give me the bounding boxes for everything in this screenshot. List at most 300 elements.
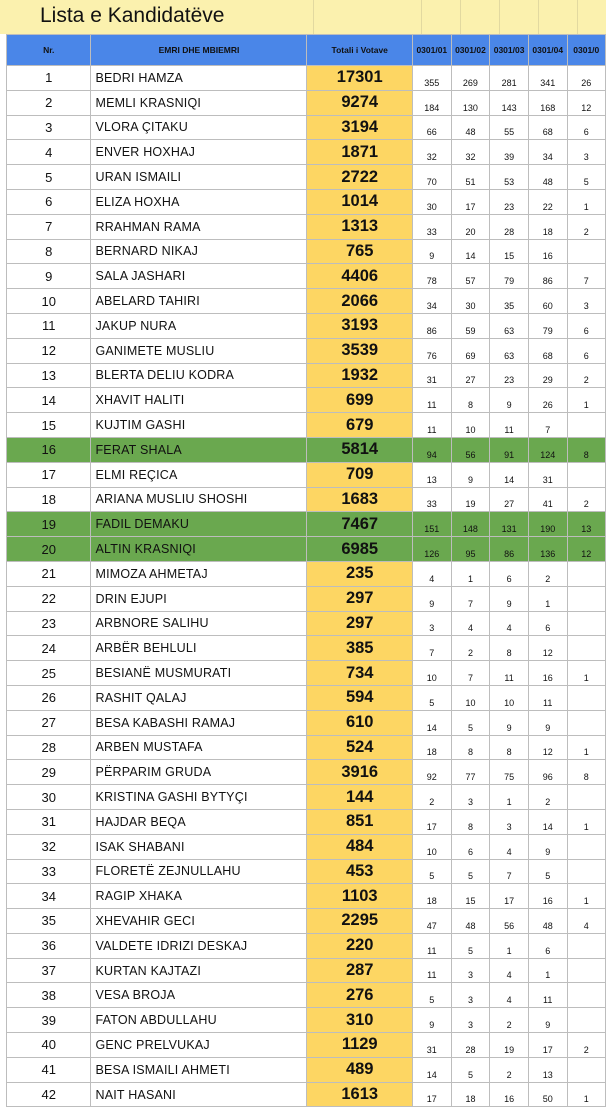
- candidate-name[interactable]: URAN ISMAILI: [91, 165, 307, 190]
- header-station[interactable]: 0301/01: [412, 35, 451, 66]
- total-votes[interactable]: 484: [307, 834, 413, 859]
- row-number[interactable]: 5: [7, 165, 91, 190]
- station-votes[interactable]: 7: [490, 859, 529, 884]
- candidate-name[interactable]: ENVER HOXHAJ: [91, 140, 307, 165]
- station-votes[interactable]: 17: [412, 809, 451, 834]
- row-number[interactable]: 31: [7, 809, 91, 834]
- candidate-name[interactable]: ISAK SHABANI: [91, 834, 307, 859]
- station-votes[interactable]: 91: [490, 437, 529, 462]
- station-votes[interactable]: 57: [451, 264, 490, 289]
- station-votes[interactable]: [567, 561, 605, 586]
- station-votes[interactable]: 341: [528, 66, 567, 91]
- station-votes[interactable]: 9: [528, 710, 567, 735]
- station-votes[interactable]: 1: [567, 884, 605, 909]
- station-votes[interactable]: 27: [490, 487, 529, 512]
- station-votes[interactable]: 5: [412, 859, 451, 884]
- station-votes[interactable]: 77: [451, 760, 490, 785]
- station-votes[interactable]: 5: [567, 165, 605, 190]
- station-votes[interactable]: 56: [451, 437, 490, 462]
- row-number[interactable]: 42: [7, 1082, 91, 1107]
- row-number[interactable]: 4: [7, 140, 91, 165]
- row-number[interactable]: 25: [7, 661, 91, 686]
- station-votes[interactable]: 11: [528, 983, 567, 1008]
- row-number[interactable]: 14: [7, 388, 91, 413]
- row-number[interactable]: 22: [7, 586, 91, 611]
- station-votes[interactable]: 63: [490, 313, 529, 338]
- station-votes[interactable]: 5: [412, 685, 451, 710]
- candidate-name[interactable]: BESA KABASHI RAMAJ: [91, 710, 307, 735]
- station-votes[interactable]: 10: [451, 413, 490, 438]
- row-number[interactable]: 34: [7, 884, 91, 909]
- station-votes[interactable]: 9: [490, 710, 529, 735]
- station-votes[interactable]: [567, 239, 605, 264]
- row-number[interactable]: 32: [7, 834, 91, 859]
- row-number[interactable]: 1: [7, 66, 91, 91]
- station-votes[interactable]: 51: [451, 165, 490, 190]
- station-votes[interactable]: 14: [490, 462, 529, 487]
- station-votes[interactable]: 11: [412, 958, 451, 983]
- station-votes[interactable]: 48: [451, 115, 490, 140]
- station-votes[interactable]: 95: [451, 537, 490, 562]
- station-votes[interactable]: 19: [451, 487, 490, 512]
- row-number[interactable]: 26: [7, 685, 91, 710]
- station-votes[interactable]: 136: [528, 537, 567, 562]
- station-votes[interactable]: 66: [412, 115, 451, 140]
- row-number[interactable]: 13: [7, 363, 91, 388]
- station-votes[interactable]: 13: [412, 462, 451, 487]
- station-votes[interactable]: 131: [490, 512, 529, 537]
- station-votes[interactable]: 7: [451, 586, 490, 611]
- station-votes[interactable]: 3: [451, 1008, 490, 1033]
- station-votes[interactable]: 6: [490, 561, 529, 586]
- candidate-name[interactable]: BEDRI HAMZA: [91, 66, 307, 91]
- station-votes[interactable]: 10: [412, 661, 451, 686]
- candidate-name[interactable]: ELIZA HOXHA: [91, 189, 307, 214]
- total-votes[interactable]: 851: [307, 809, 413, 834]
- candidate-name[interactable]: RRAHMAN RAMA: [91, 214, 307, 239]
- station-votes[interactable]: 7: [412, 636, 451, 661]
- header-nr[interactable]: Nr.: [7, 35, 91, 66]
- station-votes[interactable]: 1: [528, 586, 567, 611]
- station-votes[interactable]: 1: [567, 189, 605, 214]
- total-votes[interactable]: 297: [307, 611, 413, 636]
- row-number[interactable]: 6: [7, 189, 91, 214]
- station-votes[interactable]: 9: [412, 1008, 451, 1033]
- station-votes[interactable]: 4: [490, 611, 529, 636]
- station-votes[interactable]: 18: [412, 884, 451, 909]
- row-number[interactable]: 27: [7, 710, 91, 735]
- station-votes[interactable]: 8: [567, 760, 605, 785]
- candidate-name[interactable]: VESA BROJA: [91, 983, 307, 1008]
- station-votes[interactable]: 281: [490, 66, 529, 91]
- station-votes[interactable]: 11: [412, 413, 451, 438]
- station-votes[interactable]: 23: [490, 363, 529, 388]
- station-votes[interactable]: 53: [490, 165, 529, 190]
- candidate-name[interactable]: FLORETË ZEJNULLAHU: [91, 859, 307, 884]
- station-votes[interactable]: 14: [412, 710, 451, 735]
- station-votes[interactable]: 86: [490, 537, 529, 562]
- station-votes[interactable]: 56: [490, 909, 529, 934]
- station-votes[interactable]: 9: [412, 239, 451, 264]
- candidate-name[interactable]: FATON ABDULLAHU: [91, 1008, 307, 1033]
- total-votes[interactable]: 297: [307, 586, 413, 611]
- total-votes[interactable]: 1932: [307, 363, 413, 388]
- candidate-name[interactable]: FERAT SHALA: [91, 437, 307, 462]
- candidate-name[interactable]: HAJDAR BEQA: [91, 809, 307, 834]
- candidate-name[interactable]: BERNARD NIKAJ: [91, 239, 307, 264]
- station-votes[interactable]: 32: [451, 140, 490, 165]
- header-total[interactable]: Totali i Votave: [307, 35, 413, 66]
- total-votes[interactable]: 1871: [307, 140, 413, 165]
- station-votes[interactable]: 130: [451, 90, 490, 115]
- station-votes[interactable]: [567, 1008, 605, 1033]
- title-row[interactable]: [0, 0, 606, 34]
- total-votes[interactable]: 6985: [307, 537, 413, 562]
- station-votes[interactable]: 60: [528, 289, 567, 314]
- station-votes[interactable]: 39: [490, 140, 529, 165]
- station-votes[interactable]: 11: [412, 933, 451, 958]
- row-number[interactable]: 18: [7, 487, 91, 512]
- candidate-name[interactable]: BESA ISMAILI AHMETI: [91, 1057, 307, 1082]
- total-votes[interactable]: 489: [307, 1057, 413, 1082]
- station-votes[interactable]: 11: [490, 661, 529, 686]
- station-votes[interactable]: 16: [528, 239, 567, 264]
- station-votes[interactable]: 5: [412, 983, 451, 1008]
- station-votes[interactable]: 11: [490, 413, 529, 438]
- station-votes[interactable]: 10: [451, 685, 490, 710]
- row-number[interactable]: 39: [7, 1008, 91, 1033]
- total-votes[interactable]: 524: [307, 735, 413, 760]
- total-votes[interactable]: 2722: [307, 165, 413, 190]
- station-votes[interactable]: 47: [412, 909, 451, 934]
- station-votes[interactable]: 10: [490, 685, 529, 710]
- total-votes[interactable]: 1103: [307, 884, 413, 909]
- station-votes[interactable]: 15: [490, 239, 529, 264]
- station-votes[interactable]: [567, 1057, 605, 1082]
- station-votes[interactable]: [567, 933, 605, 958]
- total-votes[interactable]: 1129: [307, 1033, 413, 1058]
- station-votes[interactable]: 1: [567, 735, 605, 760]
- station-votes[interactable]: 12: [567, 90, 605, 115]
- row-number[interactable]: 33: [7, 859, 91, 884]
- station-votes[interactable]: 50: [528, 1082, 567, 1107]
- total-votes[interactable]: 594: [307, 685, 413, 710]
- station-votes[interactable]: 8: [567, 437, 605, 462]
- station-votes[interactable]: 2: [528, 785, 567, 810]
- header-name[interactable]: EMRI DHE MBIEMRI: [91, 35, 307, 66]
- row-number[interactable]: 29: [7, 760, 91, 785]
- station-votes[interactable]: 14: [528, 809, 567, 834]
- station-votes[interactable]: 19: [490, 1033, 529, 1058]
- row-number[interactable]: 11: [7, 313, 91, 338]
- station-votes[interactable]: 31: [412, 1033, 451, 1058]
- candidate-name[interactable]: ARBEN MUSTAFA: [91, 735, 307, 760]
- station-votes[interactable]: 94: [412, 437, 451, 462]
- station-votes[interactable]: 6: [567, 338, 605, 363]
- station-votes[interactable]: 7: [451, 661, 490, 686]
- station-votes[interactable]: 9: [528, 1008, 567, 1033]
- station-votes[interactable]: 6: [567, 115, 605, 140]
- station-votes[interactable]: 9: [490, 388, 529, 413]
- total-votes[interactable]: 3194: [307, 115, 413, 140]
- station-votes[interactable]: 13: [528, 1057, 567, 1082]
- station-votes[interactable]: 23: [490, 189, 529, 214]
- total-votes[interactable]: 2295: [307, 909, 413, 934]
- row-number[interactable]: 30: [7, 785, 91, 810]
- total-votes[interactable]: 709: [307, 462, 413, 487]
- header-station[interactable]: 0301/04: [528, 35, 567, 66]
- total-votes[interactable]: 1683: [307, 487, 413, 512]
- total-votes[interactable]: 276: [307, 983, 413, 1008]
- candidate-name[interactable]: RAGIP XHAKA: [91, 884, 307, 909]
- station-votes[interactable]: 48: [451, 909, 490, 934]
- station-votes[interactable]: 11: [528, 685, 567, 710]
- row-number[interactable]: 8: [7, 239, 91, 264]
- total-votes[interactable]: 5814: [307, 437, 413, 462]
- station-votes[interactable]: [567, 636, 605, 661]
- row-number[interactable]: 3: [7, 115, 91, 140]
- candidate-name[interactable]: NAIT HASANI: [91, 1082, 307, 1107]
- station-votes[interactable]: 79: [528, 313, 567, 338]
- station-votes[interactable]: 1: [490, 785, 529, 810]
- station-votes[interactable]: 2: [567, 214, 605, 239]
- station-votes[interactable]: 1: [451, 561, 490, 586]
- total-votes[interactable]: 2066: [307, 289, 413, 314]
- station-votes[interactable]: 7: [528, 413, 567, 438]
- station-votes[interactable]: 76: [412, 338, 451, 363]
- station-votes[interactable]: [567, 710, 605, 735]
- station-votes[interactable]: 5: [451, 710, 490, 735]
- candidate-name[interactable]: DRIN EJUPI: [91, 586, 307, 611]
- station-votes[interactable]: 3: [451, 983, 490, 1008]
- row-number[interactable]: 23: [7, 611, 91, 636]
- row-number[interactable]: 17: [7, 462, 91, 487]
- row-number[interactable]: 16: [7, 437, 91, 462]
- station-votes[interactable]: 28: [490, 214, 529, 239]
- candidate-name[interactable]: ARBËR BEHLULI: [91, 636, 307, 661]
- row-number[interactable]: 19: [7, 512, 91, 537]
- candidate-name[interactable]: XHEVAHIR GECI: [91, 909, 307, 934]
- station-votes[interactable]: 69: [451, 338, 490, 363]
- station-votes[interactable]: 16: [528, 661, 567, 686]
- station-votes[interactable]: 1: [490, 933, 529, 958]
- station-votes[interactable]: 8: [451, 388, 490, 413]
- station-votes[interactable]: 1: [567, 809, 605, 834]
- candidate-name[interactable]: ARIANA MUSLIU SHOSHI: [91, 487, 307, 512]
- station-votes[interactable]: 31: [412, 363, 451, 388]
- station-votes[interactable]: 33: [412, 487, 451, 512]
- station-votes[interactable]: 12: [567, 537, 605, 562]
- station-votes[interactable]: 124: [528, 437, 567, 462]
- row-number[interactable]: 10: [7, 289, 91, 314]
- station-votes[interactable]: 17: [490, 884, 529, 909]
- station-votes[interactable]: 2: [567, 1033, 605, 1058]
- candidate-name[interactable]: MEMLI KRASNIQI: [91, 90, 307, 115]
- station-votes[interactable]: [567, 462, 605, 487]
- row-number[interactable]: 37: [7, 958, 91, 983]
- station-votes[interactable]: 3: [567, 140, 605, 165]
- station-votes[interactable]: 34: [528, 140, 567, 165]
- station-votes[interactable]: 143: [490, 90, 529, 115]
- total-votes[interactable]: 1014: [307, 189, 413, 214]
- row-number[interactable]: 35: [7, 909, 91, 934]
- candidate-name[interactable]: JAKUP NURA: [91, 313, 307, 338]
- station-votes[interactable]: 30: [451, 289, 490, 314]
- row-number[interactable]: 24: [7, 636, 91, 661]
- station-votes[interactable]: 190: [528, 512, 567, 537]
- station-votes[interactable]: 30: [412, 189, 451, 214]
- header-station[interactable]: 0301/02: [451, 35, 490, 66]
- station-votes[interactable]: [567, 958, 605, 983]
- station-votes[interactable]: 148: [451, 512, 490, 537]
- candidate-name[interactable]: XHAVIT HALITI: [91, 388, 307, 413]
- station-votes[interactable]: 2: [451, 636, 490, 661]
- station-votes[interactable]: 18: [412, 735, 451, 760]
- header-station[interactable]: 0301/0: [567, 35, 605, 66]
- candidate-name[interactable]: ABELARD TAHIRI: [91, 289, 307, 314]
- candidate-name[interactable]: ALTIN KRASNIQI: [91, 537, 307, 562]
- candidate-name[interactable]: BESIANË MUSMURATI: [91, 661, 307, 686]
- total-votes[interactable]: 4406: [307, 264, 413, 289]
- total-votes[interactable]: 699: [307, 388, 413, 413]
- station-votes[interactable]: 17: [528, 1033, 567, 1058]
- total-votes[interactable]: 3916: [307, 760, 413, 785]
- candidate-name[interactable]: PËRPARIM GRUDA: [91, 760, 307, 785]
- station-votes[interactable]: 9: [451, 462, 490, 487]
- station-votes[interactable]: 1: [567, 388, 605, 413]
- row-number[interactable]: 21: [7, 561, 91, 586]
- total-votes[interactable]: 310: [307, 1008, 413, 1033]
- station-votes[interactable]: 92: [412, 760, 451, 785]
- total-votes[interactable]: 7467: [307, 512, 413, 537]
- station-votes[interactable]: 184: [412, 90, 451, 115]
- station-votes[interactable]: 63: [490, 338, 529, 363]
- station-votes[interactable]: 8: [490, 636, 529, 661]
- station-votes[interactable]: 26: [567, 66, 605, 91]
- station-votes[interactable]: 2: [567, 487, 605, 512]
- station-votes[interactable]: 151: [412, 512, 451, 537]
- station-votes[interactable]: 4: [490, 834, 529, 859]
- station-votes[interactable]: 2: [490, 1008, 529, 1033]
- station-votes[interactable]: [567, 413, 605, 438]
- total-votes[interactable]: 220: [307, 933, 413, 958]
- total-votes[interactable]: 679: [307, 413, 413, 438]
- station-votes[interactable]: [567, 834, 605, 859]
- row-number[interactable]: 2: [7, 90, 91, 115]
- total-votes[interactable]: 17301: [307, 66, 413, 91]
- station-votes[interactable]: 12: [528, 636, 567, 661]
- station-votes[interactable]: 22: [528, 189, 567, 214]
- row-number[interactable]: 41: [7, 1057, 91, 1082]
- station-votes[interactable]: 7: [567, 264, 605, 289]
- candidate-name[interactable]: KRISTINA GASHI BYTYÇI: [91, 785, 307, 810]
- station-votes[interactable]: 79: [490, 264, 529, 289]
- total-votes[interactable]: 287: [307, 958, 413, 983]
- station-votes[interactable]: 6: [528, 611, 567, 636]
- station-votes[interactable]: 59: [451, 313, 490, 338]
- total-votes[interactable]: 3193: [307, 313, 413, 338]
- station-votes[interactable]: 15: [451, 884, 490, 909]
- station-votes[interactable]: 32: [412, 140, 451, 165]
- station-votes[interactable]: 168: [528, 90, 567, 115]
- station-votes[interactable]: [567, 859, 605, 884]
- station-votes[interactable]: 8: [451, 809, 490, 834]
- total-votes[interactable]: 235: [307, 561, 413, 586]
- station-votes[interactable]: 18: [528, 214, 567, 239]
- station-votes[interactable]: 5: [528, 859, 567, 884]
- station-votes[interactable]: 3: [567, 289, 605, 314]
- row-number[interactable]: 20: [7, 537, 91, 562]
- station-votes[interactable]: 12: [528, 735, 567, 760]
- station-votes[interactable]: 14: [412, 1057, 451, 1082]
- station-votes[interactable]: 28: [451, 1033, 490, 1058]
- station-votes[interactable]: 1: [567, 1082, 605, 1107]
- station-votes[interactable]: [567, 586, 605, 611]
- station-votes[interactable]: 8: [490, 735, 529, 760]
- station-votes[interactable]: 34: [412, 289, 451, 314]
- total-votes[interactable]: 3539: [307, 338, 413, 363]
- station-votes[interactable]: 33: [412, 214, 451, 239]
- candidate-name[interactable]: MIMOZA AHMETAJ: [91, 561, 307, 586]
- station-votes[interactable]: 14: [451, 239, 490, 264]
- station-votes[interactable]: 78: [412, 264, 451, 289]
- candidate-name[interactable]: ARBNORE SALIHU: [91, 611, 307, 636]
- station-votes[interactable]: 10: [412, 834, 451, 859]
- row-number[interactable]: 15: [7, 413, 91, 438]
- station-votes[interactable]: 1: [528, 958, 567, 983]
- station-votes[interactable]: 3: [412, 611, 451, 636]
- station-votes[interactable]: 4: [451, 611, 490, 636]
- station-votes[interactable]: 2: [490, 1057, 529, 1082]
- station-votes[interactable]: 126: [412, 537, 451, 562]
- candidate-name[interactable]: RASHIT QALAJ: [91, 685, 307, 710]
- station-votes[interactable]: 17: [412, 1082, 451, 1107]
- station-votes[interactable]: 11: [412, 388, 451, 413]
- header-station[interactable]: 0301/03: [490, 35, 529, 66]
- station-votes[interactable]: 6: [567, 313, 605, 338]
- total-votes[interactable]: 1613: [307, 1082, 413, 1107]
- total-votes[interactable]: 765: [307, 239, 413, 264]
- total-votes[interactable]: 1313: [307, 214, 413, 239]
- station-votes[interactable]: 4: [567, 909, 605, 934]
- station-votes[interactable]: [567, 785, 605, 810]
- station-votes[interactable]: 1: [567, 661, 605, 686]
- station-votes[interactable]: 16: [490, 1082, 529, 1107]
- station-votes[interactable]: 16: [528, 884, 567, 909]
- station-votes[interactable]: 86: [412, 313, 451, 338]
- station-votes[interactable]: 355: [412, 66, 451, 91]
- station-votes[interactable]: 68: [528, 115, 567, 140]
- station-votes[interactable]: 27: [451, 363, 490, 388]
- station-votes[interactable]: 8: [451, 735, 490, 760]
- row-number[interactable]: 12: [7, 338, 91, 363]
- row-number[interactable]: 7: [7, 214, 91, 239]
- station-votes[interactable]: 31: [528, 462, 567, 487]
- total-votes[interactable]: 9274: [307, 90, 413, 115]
- candidate-name[interactable]: VLORA ÇITAKU: [91, 115, 307, 140]
- station-votes[interactable]: 26: [528, 388, 567, 413]
- candidate-name[interactable]: FADIL DEMAKU: [91, 512, 307, 537]
- total-votes[interactable]: 385: [307, 636, 413, 661]
- candidate-name[interactable]: GENC PRELVUKAJ: [91, 1033, 307, 1058]
- station-votes[interactable]: 18: [451, 1082, 490, 1107]
- station-votes[interactable]: 48: [528, 165, 567, 190]
- candidate-name[interactable]: ELMI REÇICA: [91, 462, 307, 487]
- station-votes[interactable]: 9: [412, 586, 451, 611]
- station-votes[interactable]: [567, 611, 605, 636]
- candidate-name[interactable]: GANIMETE MUSLIU: [91, 338, 307, 363]
- station-votes[interactable]: 3: [490, 809, 529, 834]
